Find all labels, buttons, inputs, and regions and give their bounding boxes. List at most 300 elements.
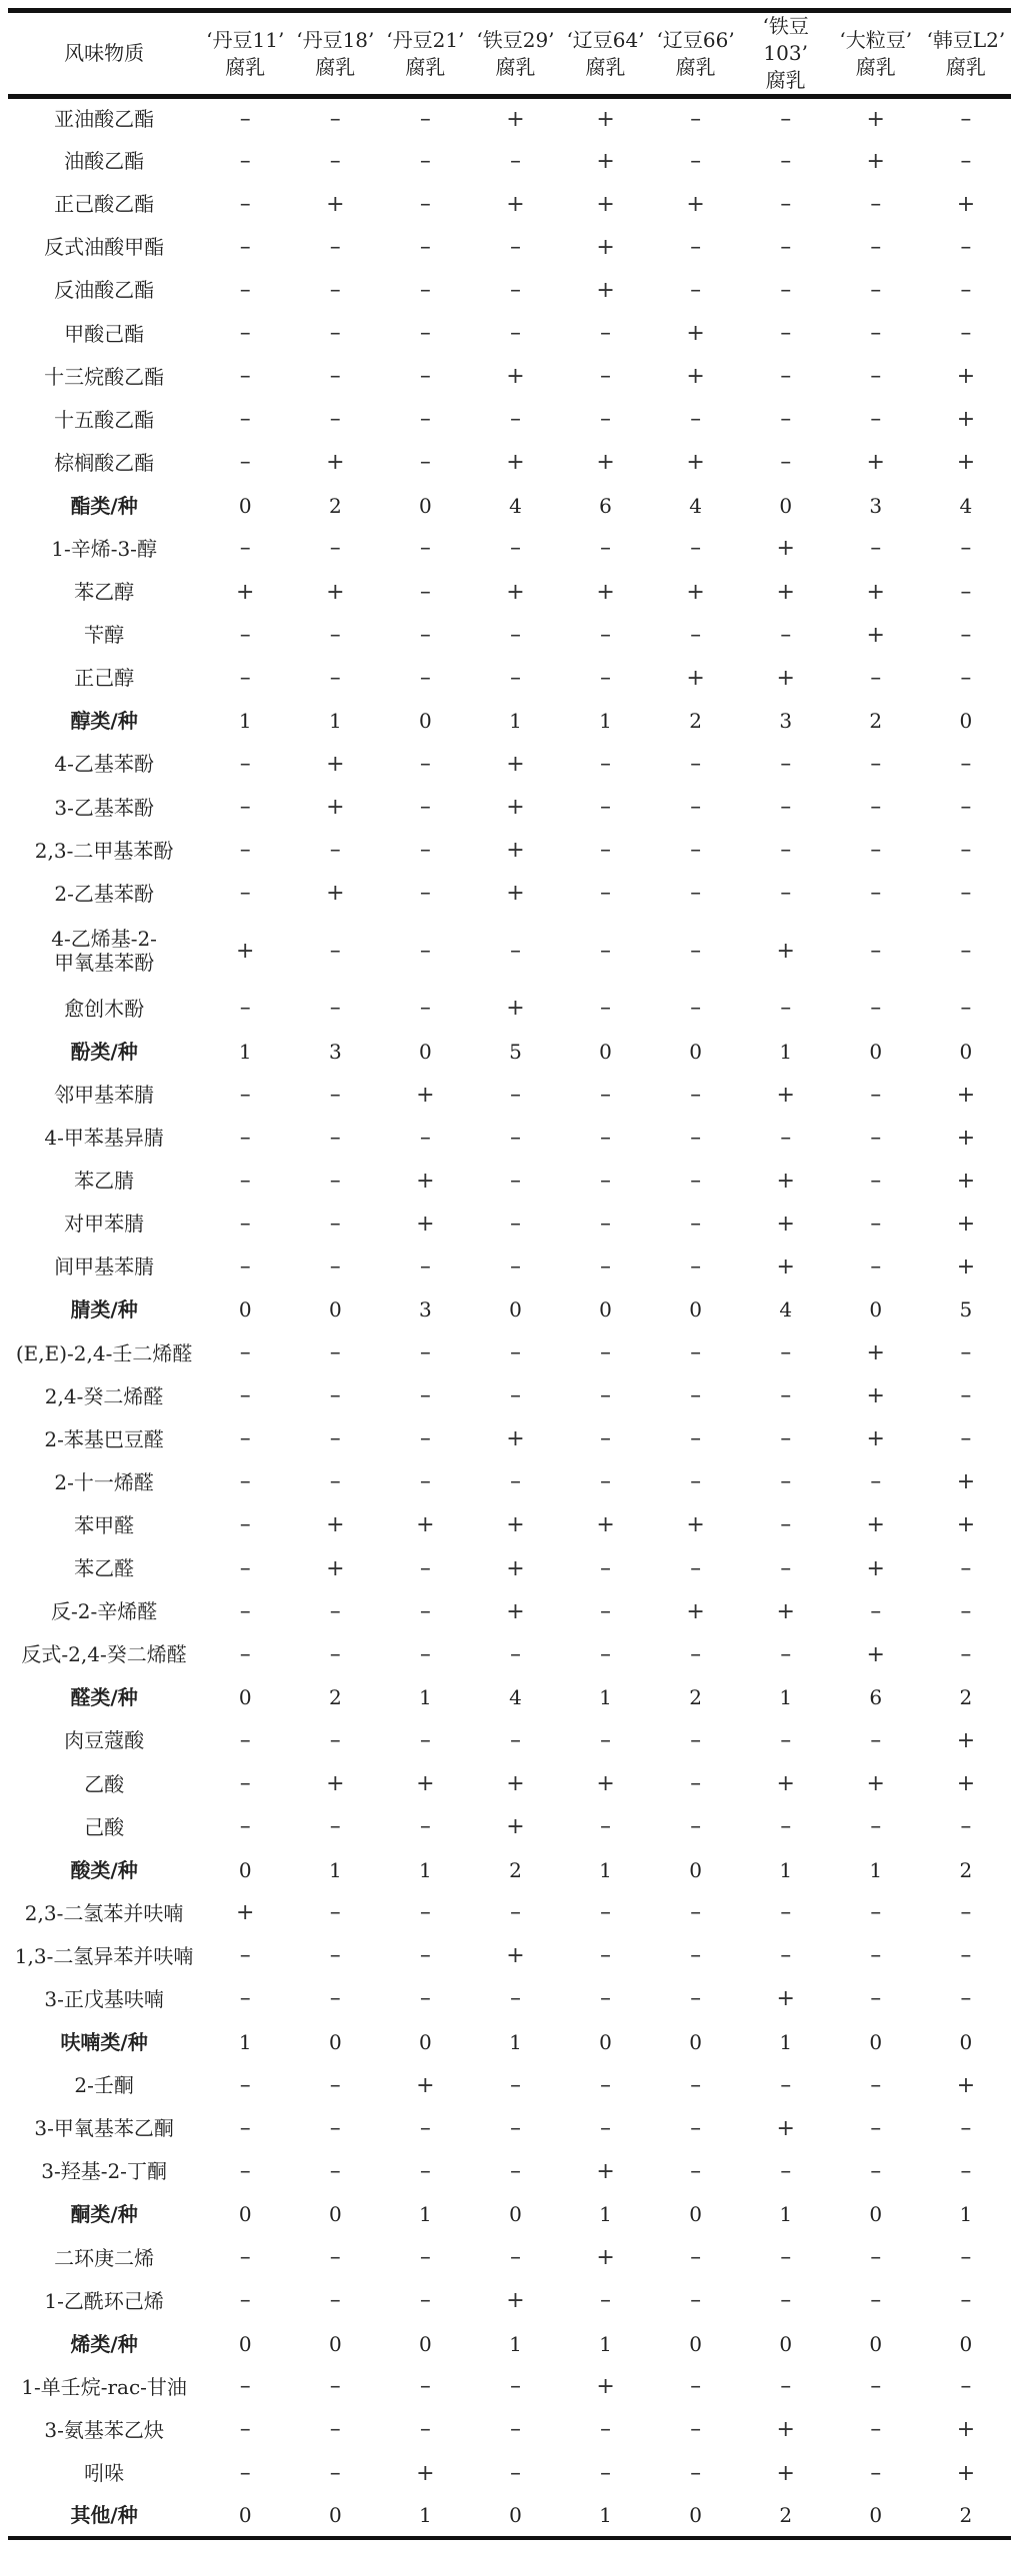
compound-name: 二环庚二烯 — [54, 2245, 155, 2270]
presence-cell: – — [960, 795, 972, 821]
presence-cell: – — [690, 1383, 702, 1409]
presence-cell: + — [326, 579, 345, 605]
presence-cell: – — [239, 1125, 251, 1151]
presence-cell: + — [506, 1771, 525, 1797]
table-row — [8, 743, 1011, 786]
count-cell: 1 — [599, 2503, 612, 2528]
presence-cell: – — [239, 2245, 251, 2271]
presence-cell: – — [239, 996, 251, 1022]
presence-cell: + — [326, 450, 345, 476]
presence-cell: – — [780, 1340, 792, 1366]
presence-cell: – — [329, 2460, 341, 2486]
presence-cell: – — [509, 536, 521, 562]
presence-cell: – — [600, 1641, 612, 1667]
category-total-label: 呋喃类/种 — [60, 2030, 148, 2055]
compound-name: 3-正戊基呋喃 — [44, 1986, 164, 2011]
count-cell: 0 — [869, 1297, 883, 1322]
presence-cell: – — [870, 938, 882, 964]
presence-cell: – — [509, 1641, 521, 1667]
table-total-row — [8, 1288, 1011, 1331]
table-body — [8, 97, 1011, 2538]
table-row — [8, 2150, 1011, 2193]
count-cell: 0 — [689, 2503, 702, 2528]
presence-cell: + — [416, 2072, 435, 2098]
count-cell: 1 — [238, 2030, 252, 2055]
count-cell: 4 — [509, 493, 522, 518]
presence-cell: + — [506, 996, 525, 1022]
presence-cell: – — [600, 2072, 612, 2098]
presence-cell: + — [416, 1211, 435, 1237]
presence-cell: – — [690, 148, 702, 174]
presence-cell: – — [780, 1125, 792, 1151]
presence-cell: – — [419, 1340, 431, 1366]
count-cell: 0 — [959, 2030, 973, 2055]
presence-cell: + — [326, 1512, 345, 1538]
presence-cell: + — [596, 2374, 615, 2400]
presence-cell: + — [506, 838, 525, 864]
compound-name: 苯乙醛 — [74, 1556, 135, 1581]
presence-cell: – — [870, 838, 882, 864]
presence-cell: – — [780, 2374, 792, 2400]
header-cultivar: ‘韩豆L2’ — [926, 27, 1006, 52]
presence-cell: – — [870, 407, 882, 433]
presence-cell: – — [239, 2115, 251, 2141]
table-row — [8, 2451, 1011, 2494]
table-row — [8, 1503, 1011, 1546]
table-row — [8, 1246, 1011, 1288]
presence-cell: – — [419, 2374, 431, 2400]
compound-name: 2-壬酮 — [74, 2073, 134, 2098]
presence-cell: + — [416, 1512, 435, 1538]
presence-cell: – — [690, 1555, 702, 1581]
compound-name: 甲酸己酯 — [64, 321, 145, 346]
compound-name: 肉豆蔻酸 — [64, 1728, 145, 1753]
presence-cell: – — [329, 277, 341, 303]
compound-name: 棕榈酸乙酯 — [54, 450, 155, 475]
presence-cell: – — [509, 1254, 521, 1280]
count-cell: 3 — [419, 1297, 432, 1322]
header-column — [200, 11, 290, 97]
compound-name: 亚油酸乙酯 — [54, 107, 155, 132]
count-cell: 0 — [869, 2503, 883, 2528]
presence-cell: + — [686, 450, 705, 476]
presence-cell: – — [419, 1125, 431, 1151]
presence-cell: – — [329, 321, 341, 347]
presence-cell: – — [509, 1727, 521, 1753]
presence-cell: – — [960, 1383, 972, 1409]
presence-cell: – — [780, 1943, 792, 1969]
category-total-label: 酸类/种 — [70, 1857, 138, 1882]
table-total-row — [8, 1676, 1011, 1719]
presence-cell: – — [690, 106, 702, 132]
table-row — [8, 786, 1011, 829]
category-total-label: 酮类/种 — [70, 2202, 138, 2227]
presence-cell: – — [960, 1900, 972, 1926]
count-cell: 0 — [509, 2503, 522, 2528]
count-cell: 2 — [328, 493, 342, 518]
presence-cell: – — [600, 1340, 612, 1366]
presence-cell: – — [960, 148, 972, 174]
presence-cell: – — [239, 2460, 251, 2486]
data-table — [8, 8, 1011, 2540]
presence-cell: + — [326, 795, 345, 821]
presence-cell: – — [780, 838, 792, 864]
presence-cell: – — [870, 795, 882, 821]
presence-cell: – — [870, 277, 882, 303]
presence-cell: – — [239, 1512, 251, 1538]
compound-name: 正己酸乙酯 — [54, 192, 155, 217]
table-row — [8, 1805, 1011, 1848]
presence-cell: – — [960, 277, 972, 303]
presence-cell: – — [960, 1986, 972, 2012]
presence-cell: + — [776, 2417, 795, 2443]
count-cell: 5 — [959, 1297, 973, 1322]
table-total-row — [8, 2193, 1011, 2236]
table-row — [8, 1073, 1011, 1116]
presence-cell: – — [960, 996, 972, 1022]
header-cultivar: ‘铁豆29’ — [476, 27, 555, 52]
presence-cell: – — [690, 2417, 702, 2443]
presence-cell: + — [506, 1943, 525, 1969]
presence-cell: – — [690, 2245, 702, 2271]
presence-cell: – — [690, 1211, 702, 1237]
presence-cell: + — [956, 364, 976, 390]
presence-cell: – — [780, 1641, 792, 1667]
presence-cell: – — [239, 1211, 251, 1237]
presence-cell: – — [329, 622, 341, 648]
presence-cell: – — [870, 1727, 882, 1753]
compound-name: 十三烷酸乙酯 — [44, 364, 165, 389]
presence-cell: – — [780, 1383, 792, 1409]
presence-cell: – — [960, 1943, 972, 1969]
table-row — [8, 1719, 1011, 1762]
header-column — [921, 11, 1011, 97]
flavor-compound-table — [8, 8, 1011, 2540]
presence-cell: + — [506, 751, 525, 777]
presence-cell: – — [600, 938, 612, 964]
category-total-label: 烯类/种 — [70, 2331, 138, 2356]
presence-cell: – — [329, 1727, 341, 1753]
table-row — [8, 829, 1011, 872]
presence-cell: – — [600, 1943, 612, 1969]
presence-cell: – — [419, 1727, 431, 1753]
presence-cell: – — [870, 191, 882, 217]
presence-cell: + — [506, 881, 525, 907]
category-total-label: 腈类/种 — [70, 1297, 138, 1322]
presence-cell: – — [419, 2245, 431, 2271]
presence-cell: + — [956, 1512, 976, 1538]
presence-cell: – — [600, 1254, 612, 1280]
compound-name: 乙酸 — [84, 1771, 125, 1796]
presence-cell: + — [956, 1082, 976, 1108]
count-cell: 1 — [599, 2331, 612, 2356]
presence-cell: + — [506, 1555, 525, 1581]
presence-cell: – — [600, 1900, 612, 1926]
category-total-label: 酯类/种 — [70, 493, 138, 518]
presence-cell: + — [776, 1986, 795, 2012]
count-cell: 2 — [959, 1857, 973, 1882]
presence-cell: – — [690, 536, 702, 562]
presence-cell: + — [326, 751, 345, 777]
presence-cell: – — [329, 1383, 341, 1409]
count-cell: 0 — [779, 2331, 793, 2356]
presence-cell: – — [239, 364, 251, 390]
presence-cell: – — [960, 1598, 972, 1624]
presence-cell: – — [780, 1469, 792, 1495]
presence-cell: – — [690, 2072, 702, 2098]
presence-cell: + — [596, 1512, 615, 1538]
compound-name: 苯乙醇 — [74, 580, 135, 605]
presence-cell: – — [870, 2115, 882, 2141]
count-cell: 0 — [419, 2030, 432, 2055]
presence-cell: – — [690, 2374, 702, 2400]
presence-cell: + — [866, 1340, 885, 1366]
presence-cell: – — [239, 622, 251, 648]
presence-cell: + — [956, 1168, 976, 1194]
presence-cell: – — [419, 938, 431, 964]
presence-cell: + — [416, 1771, 435, 1797]
presence-cell: – — [509, 1986, 521, 2012]
presence-cell: – — [960, 665, 972, 691]
presence-cell: – — [960, 2158, 972, 2184]
presence-cell: + — [866, 1426, 885, 1452]
presence-cell: – — [600, 1469, 612, 1495]
presence-cell: – — [780, 450, 792, 476]
presence-cell: – — [509, 321, 521, 347]
compound-name: 反油酸乙酯 — [54, 278, 155, 303]
presence-cell: – — [960, 2115, 972, 2141]
presence-cell: – — [419, 1814, 431, 1840]
count-cell: 0 — [779, 493, 793, 518]
presence-cell: – — [600, 1598, 612, 1624]
count-cell: 0 — [419, 2331, 432, 2356]
presence-cell: – — [960, 838, 972, 864]
header-product: 腐乳 — [855, 54, 896, 79]
presence-cell: – — [419, 881, 431, 907]
count-cell: 1 — [779, 2030, 793, 2055]
count-cell: 0 — [689, 2331, 702, 2356]
presence-cell: – — [329, 2288, 341, 2314]
presence-cell: + — [866, 622, 885, 648]
presence-cell: – — [780, 1555, 792, 1581]
presence-cell: + — [596, 277, 615, 303]
presence-cell: – — [239, 2158, 251, 2184]
presence-cell: – — [600, 321, 612, 347]
presence-cell: – — [960, 1641, 972, 1667]
presence-cell: – — [329, 1254, 341, 1280]
presence-cell: – — [690, 938, 702, 964]
presence-cell: – — [960, 2245, 972, 2271]
table-total-row — [8, 1848, 1011, 1891]
presence-cell: – — [329, 1598, 341, 1624]
count-cell: 6 — [869, 1685, 883, 1710]
presence-cell: – — [419, 321, 431, 347]
presence-cell: – — [960, 579, 972, 605]
count-cell: 1 — [328, 709, 342, 734]
presence-cell: – — [239, 881, 251, 907]
presence-cell: – — [239, 2374, 251, 2400]
presence-cell: – — [960, 2374, 972, 2400]
presence-cell: – — [239, 2072, 251, 2098]
presence-cell: – — [600, 622, 612, 648]
presence-cell: – — [419, 536, 431, 562]
presence-cell: + — [956, 1727, 976, 1753]
presence-cell: – — [600, 364, 612, 390]
presence-cell: + — [506, 1512, 525, 1538]
compound-name: 2-乙基苯酚 — [54, 881, 154, 906]
presence-cell: – — [690, 1900, 702, 1926]
presence-cell: – — [870, 1986, 882, 2012]
count-cell: 0 — [509, 1297, 522, 1322]
count-cell: 6 — [599, 493, 612, 518]
compound-name: 苯乙腈 — [74, 1169, 135, 1194]
compound-name: 十五酸乙酯 — [54, 407, 155, 432]
presence-cell: + — [956, 1254, 976, 1280]
presence-cell: – — [329, 1469, 341, 1495]
presence-cell: – — [419, 1555, 431, 1581]
count-cell: 0 — [238, 1857, 252, 1882]
presence-cell: – — [690, 1814, 702, 1840]
count-cell: 0 — [238, 2503, 252, 2528]
presence-cell: – — [870, 2158, 882, 2184]
count-cell: 1 — [599, 1685, 612, 1710]
presence-cell: – — [780, 751, 792, 777]
presence-cell: – — [960, 1555, 972, 1581]
presence-cell: – — [870, 1598, 882, 1624]
presence-cell: – — [960, 2288, 972, 2314]
table-row — [8, 2279, 1011, 2322]
compound-name: 3-羟基-2-丁酮 — [41, 2159, 167, 2184]
table-row — [8, 1633, 1011, 1676]
header-cultivar: ‘丹豆18’ — [296, 27, 375, 52]
presence-cell: – — [239, 838, 251, 864]
table-row — [8, 398, 1011, 441]
compound-name: 2,4-癸二烯醛 — [44, 1383, 164, 1408]
presence-cell: – — [690, 1771, 702, 1797]
presence-cell: + — [596, 148, 615, 174]
table-row — [8, 2408, 1011, 2451]
category-total-label: 醇类/种 — [70, 709, 138, 734]
compound-name: 2,3-二甲基苯酚 — [34, 838, 174, 863]
presence-cell: – — [329, 2245, 341, 2271]
presence-cell: – — [870, 2072, 882, 2098]
presence-cell: + — [236, 1900, 255, 1926]
presence-cell: – — [780, 2158, 792, 2184]
presence-cell: – — [870, 1814, 882, 1840]
presence-cell: – — [419, 234, 431, 260]
count-cell: 1 — [779, 1039, 793, 1064]
compound-name: 4-乙基苯酚 — [54, 752, 154, 777]
compound-name: 苄醇 — [84, 623, 125, 648]
count-cell: 0 — [419, 1039, 432, 1064]
header-product: 腐乳 — [675, 54, 716, 79]
presence-cell: + — [866, 1641, 885, 1667]
presence-cell: – — [509, 234, 521, 260]
count-cell: 0 — [328, 2331, 342, 2356]
compound-name: 3-氨基苯乙炔 — [44, 2417, 164, 2442]
presence-cell: – — [509, 2417, 521, 2443]
presence-cell: – — [419, 838, 431, 864]
presence-cell: – — [419, 622, 431, 648]
presence-cell: – — [600, 1555, 612, 1581]
presence-cell: – — [690, 838, 702, 864]
presence-cell: – — [419, 1598, 431, 1624]
presence-cell: – — [509, 665, 521, 691]
presence-cell: – — [600, 1986, 612, 2012]
presence-cell: – — [690, 1168, 702, 1194]
presence-cell: – — [239, 191, 251, 217]
header-product: 腐乳 — [765, 68, 806, 92]
presence-cell: – — [419, 1254, 431, 1280]
presence-cell: – — [780, 407, 792, 433]
presence-cell: + — [776, 2115, 795, 2141]
presence-cell: – — [690, 1986, 702, 2012]
presence-cell: – — [690, 1469, 702, 1495]
presence-cell: – — [960, 1426, 972, 1452]
presence-cell: – — [600, 1125, 612, 1151]
presence-cell: – — [329, 364, 341, 390]
presence-cell: – — [509, 1900, 521, 1926]
presence-cell: + — [956, 1771, 976, 1797]
header-cultivar: ‘丹豆11’ — [206, 27, 285, 52]
presence-cell: – — [780, 106, 792, 132]
presence-cell: – — [600, 1082, 612, 1108]
presence-cell: – — [239, 277, 251, 303]
presence-cell: – — [239, 1082, 251, 1108]
presence-cell: – — [239, 1943, 251, 1969]
presence-cell: – — [960, 106, 972, 132]
table-row — [8, 183, 1011, 226]
presence-cell: – — [419, 795, 431, 821]
presence-cell: – — [419, 2158, 431, 2184]
presence-cell: + — [596, 1771, 615, 1797]
presence-cell: – — [239, 795, 251, 821]
presence-cell: + — [776, 938, 795, 964]
presence-cell: – — [870, 2374, 882, 2400]
compound-name: 油酸乙酯 — [64, 149, 145, 174]
presence-cell: – — [780, 881, 792, 907]
count-cell: 1 — [419, 1857, 432, 1882]
count-cell: 3 — [328, 1039, 342, 1064]
table-total-row — [8, 2021, 1011, 2064]
presence-cell: + — [776, 1771, 795, 1797]
presence-cell: – — [329, 1814, 341, 1840]
presence-cell: – — [509, 1469, 521, 1495]
count-cell: 1 — [779, 1685, 793, 1710]
count-cell: 1 — [238, 1039, 252, 1064]
count-cell: 2 — [779, 2503, 793, 2528]
presence-cell: + — [686, 1598, 705, 1624]
presence-cell: + — [686, 665, 705, 691]
compound-name: 苯甲醛 — [74, 1512, 135, 1537]
presence-cell: – — [870, 1469, 882, 1495]
count-cell: 1 — [419, 2503, 432, 2528]
presence-cell: + — [686, 1512, 705, 1538]
count-cell: 4 — [779, 1297, 793, 1322]
table-row — [8, 1891, 1011, 1934]
presence-cell: + — [776, 1168, 795, 1194]
presence-cell: – — [239, 751, 251, 777]
presence-cell: – — [870, 2417, 882, 2443]
presence-cell: + — [776, 1082, 795, 1108]
presence-cell: + — [866, 1555, 885, 1581]
presence-cell: – — [329, 2417, 341, 2443]
presence-cell: – — [600, 2288, 612, 2314]
presence-cell: – — [600, 1814, 612, 1840]
presence-cell: – — [690, 407, 702, 433]
presence-cell: – — [419, 106, 431, 132]
presence-cell: + — [596, 191, 615, 217]
